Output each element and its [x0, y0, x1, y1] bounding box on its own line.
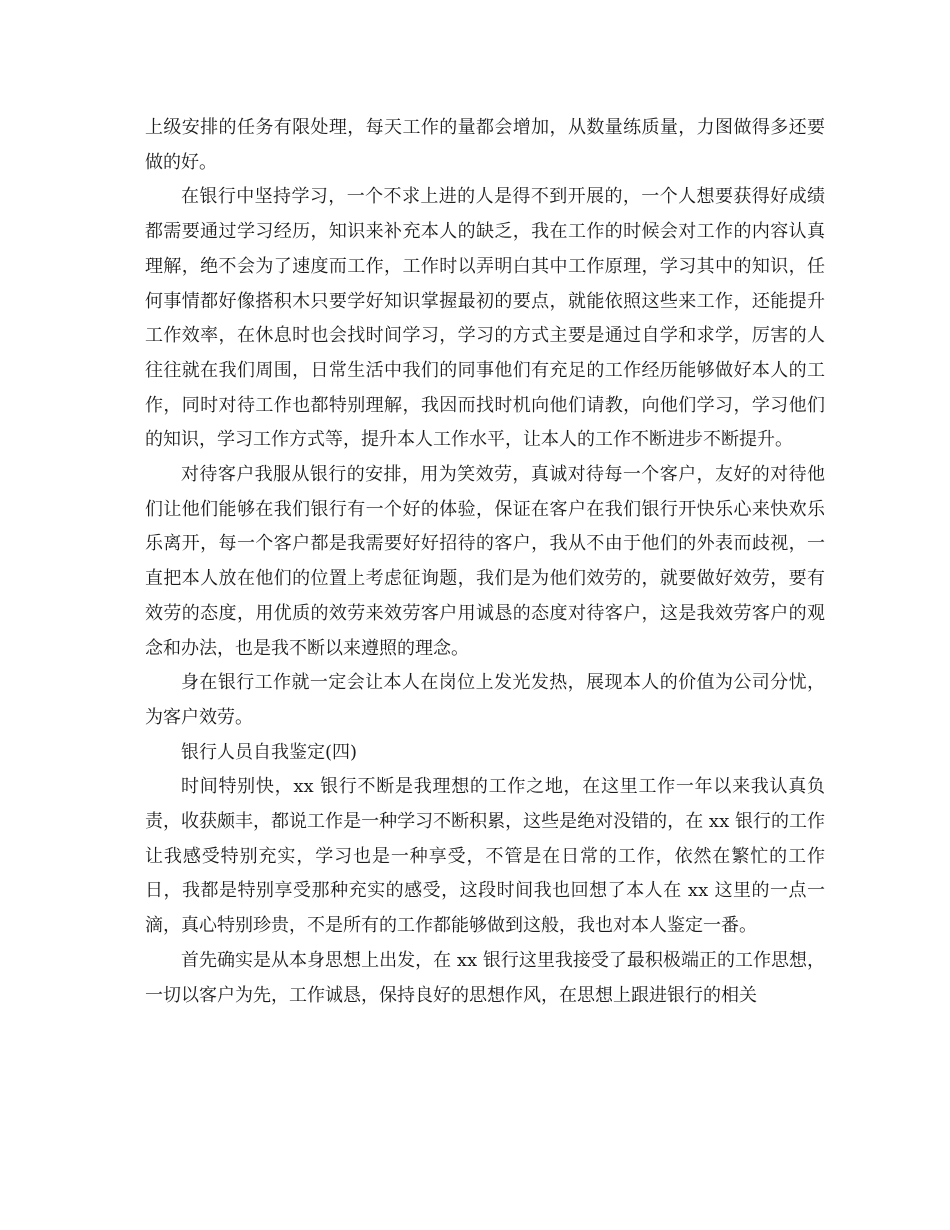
document-body	[145, 111, 825, 1013]
paragraph-thought: 首先确实是从本身思想上出发，在 xx 银行这里我接受了最积极端正的工作思想，一切以客户为先，工作诚恳，保持良好的思想作风，在思想上跟进银行的相关	[145, 949, 825, 1006]
paragraph-customers: 对待客户我服从银行的安排，用为笑效劳，真诚对待每一个客户，友好的对待他们让他们能够在我们银行有一个好的体验，保证在客户在我们银行开快乐心来快欢乐乐离开，每一个客户都是我需要好好招待的客户，我从不由于他们的外表而歧视，一直把本人放在他们的位置上考虑征询题，我们是为他们效劳的，就要做好效劳，要有效劳的态度，用优质的效劳来效劳客户用诚恳的态度对待客户，这是我效劳客户的观念和办法，也是我不断以来遵照的理念。	[145, 464, 825, 659]
paragraph-intro: 时间特别快，xx 银行不断是我理想的工作之地，在这里工作一年以来我认真负责，收获颇丰，都说工作是一种学习不断积累，这些是绝对没错的，在 xx 银行的工作让我感受特别充实，学习也是一种享受，不管是在日常的工作，依然在繁忙的工作日，我都是特别享受那种充实的感受，这段时间我也回想了本人在 xx 这里的一点一滴，真心特别珍贵，不是所有的工作都能够做到这般，我也对本人鉴定一番。	[145, 776, 825, 937]
section-heading: 银行人员自我鉴定(四)	[181, 741, 358, 763]
paragraph-continuation: 上级安排的任务有限处理，每天工作的量都会增加，从数量练质量，力图做得多还要做的好。	[145, 117, 825, 173]
paragraph-value: 身在银行工作就一定会让本人在岗位上发光发热，展现本人的价值为公司分忧，为客户效劳。	[145, 672, 825, 728]
paragraph-study: 在银行中坚持学习，一个不求上进的人是得不到开展的，一个人想要获得好成绩都需要通过学习经历，知识来补充本人的缺乏，我在工作的时候会对工作的内容认真理解，绝不会为了速度而工作，工作时以弄明白其中工作原理，学习其中的知识，任何事情都好像搭积木只要学好知识掌握最初的要点，就能依照这些来工作，还能提升工作效率，在休息时也会找时间学习，学习的方式主要是通过自学和求学，厉害的人往往就在我们周围，日常生活中我们的同事他们有充足的工作经历能够做好本人的工作，同时对待工作也都特别理解，我因而找时机向他们请教，向他们学习，学习他们的知识，学习工作方式等，提升本人工作水平，让本人的工作不断进步不断提升。	[145, 186, 825, 451]
